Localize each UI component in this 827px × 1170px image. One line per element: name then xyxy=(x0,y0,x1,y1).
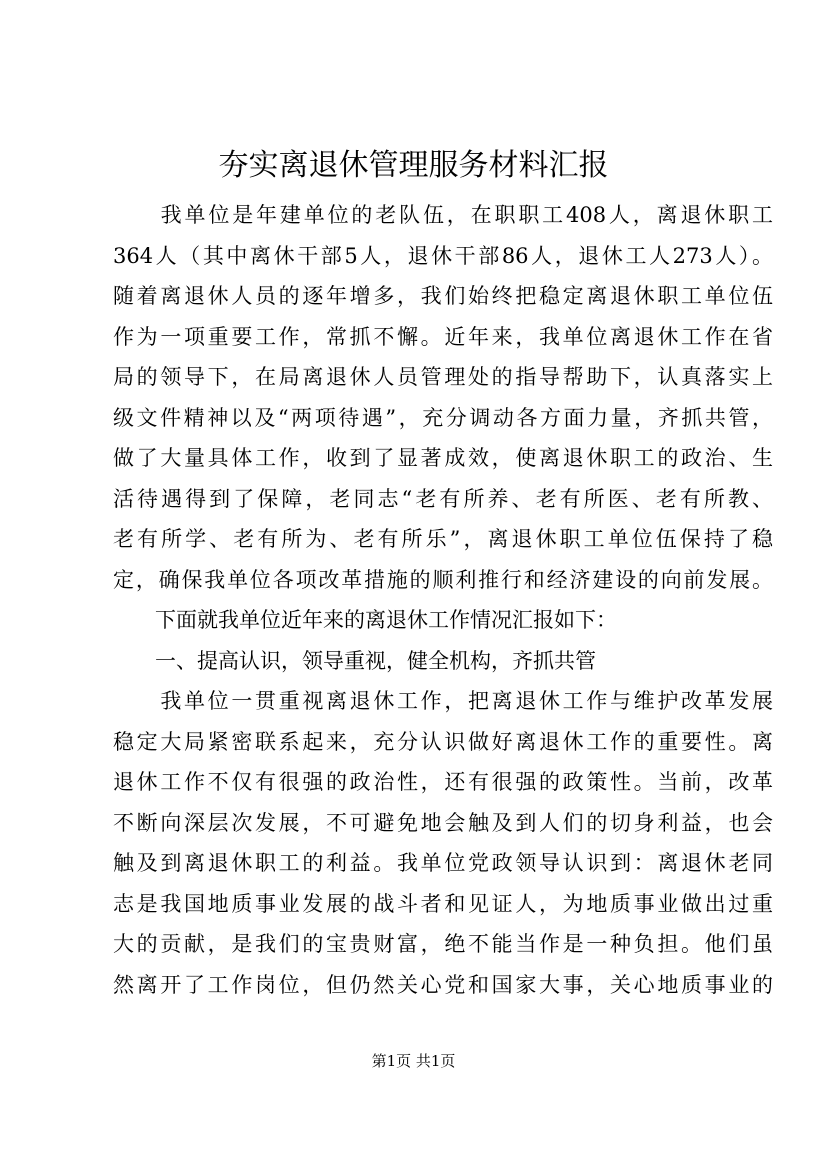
body-line: 级文件精神以及“两项待遇”，充分调动各方面力量，齐抓共管， xyxy=(113,405,773,430)
body-line: 局的领导下，在局离退休人员管理处的指导帮助下，认真落实上 xyxy=(113,365,773,389)
body-line: 退休工作不仅有很强的政治性，还有很强的政策性。当前，改革 xyxy=(113,770,773,794)
body-line: 触及到离退休职工的利益。我单位党政领导认识到：离退休老同 xyxy=(113,851,773,875)
body-line: 老有所学、老有所为、老有所乐”，离退休职工单位伍保持了稳 xyxy=(113,527,773,551)
document-title: 夯实离退休管理服务材料汇报 xyxy=(218,148,609,183)
body-line: 志是我国地质事业发展的战斗者和见证人，为地质事业做出过重 xyxy=(113,891,773,916)
page-footer: 第1页 共1页 xyxy=(371,1052,456,1070)
body-line: 随着离退休人员的逐年增多，我们始终把稳定离退休职工单位伍 xyxy=(113,284,773,308)
body-line: 作为一项重要工作，常抓不懈。近年来，我单位离退休工作在省 xyxy=(113,324,773,349)
body-line: 下面就我单位近年来的离退休工作情况汇报如下： xyxy=(113,608,617,632)
body-line: 稳定大局紧密联系起来，充分认识做好离退休工作的重要性。离 xyxy=(113,729,773,754)
body-line: 我单位一贯重视离退休工作，把离退休工作与维护改革发展 xyxy=(113,689,773,713)
body-line: 定，确保我单位各项改革措施的顺利推行和经济建设的向前发展。 xyxy=(113,567,773,592)
body-line: 活待遇得到了保障，老同志“老有所养、老有所医、老有所教、 xyxy=(113,486,773,511)
body-line: 364人（其中离休干部5人，退休干部86人，退休工人273人）。 xyxy=(113,243,773,268)
body-line: 做了大量具体工作，收到了显著成效，使离退休职工的政治、生 xyxy=(113,446,773,470)
body-line: 然离开了工作岗位，但仍然关心党和国家大事，关心地质事业的 xyxy=(113,972,773,997)
body-line: 我单位是年建单位的老队伍，在职职工408人，离退休职工 xyxy=(113,203,773,227)
body-line: 不断向深层次发展，不可避免地会触及到人们的切身利益，也会 xyxy=(113,810,773,835)
body-line: 大的贡献，是我们的宝贵财富，绝不能当作是一种负担。他们虽 xyxy=(113,932,773,956)
body-line: 一、提高认识，领导重视，健全机构，齐抓共管 xyxy=(113,648,596,673)
